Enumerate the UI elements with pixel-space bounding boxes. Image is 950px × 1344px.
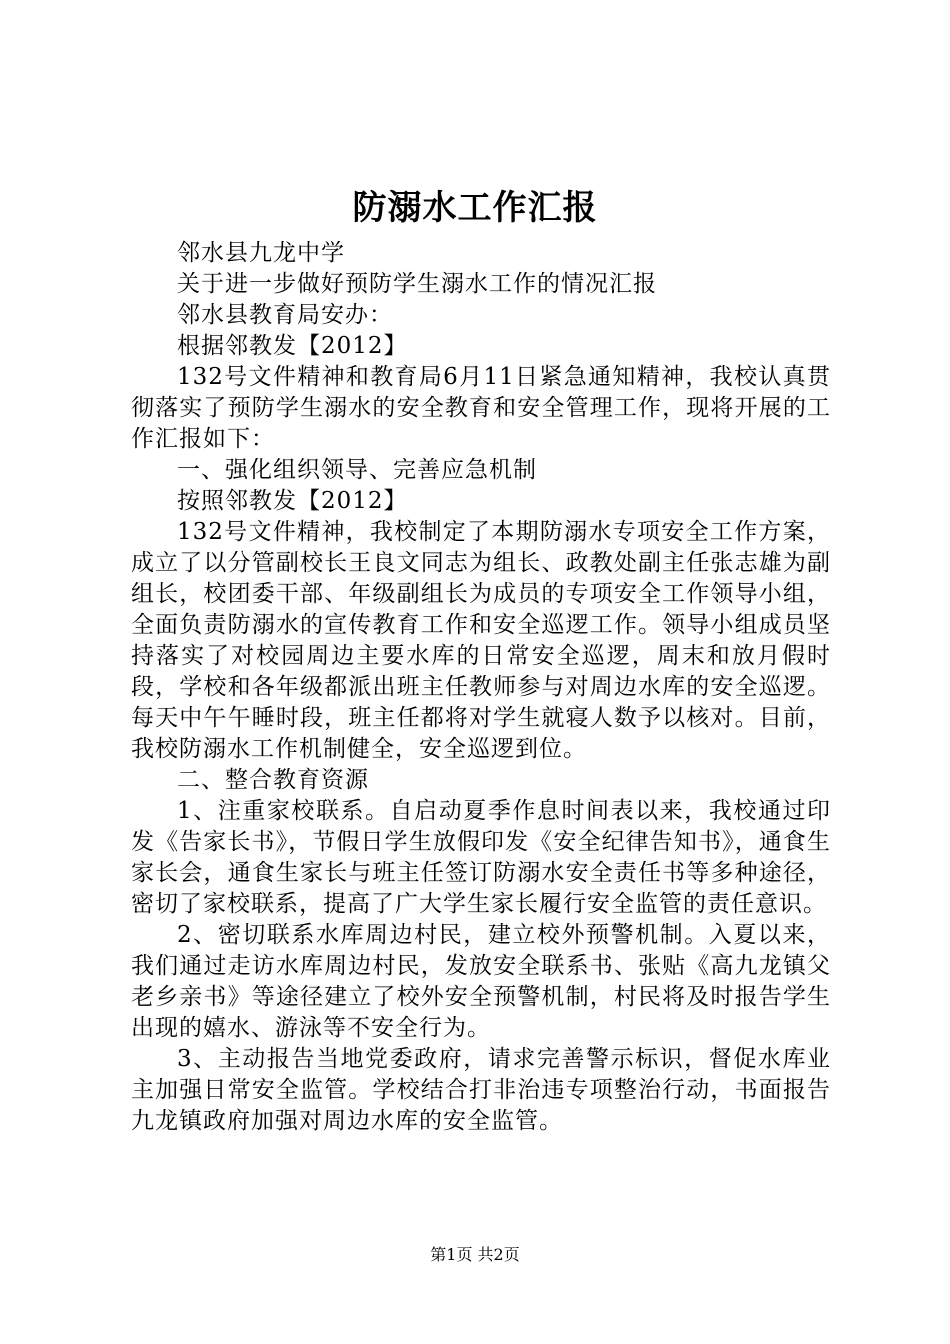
paragraph-section-1-reference: 按照邻教发【2012】 <box>177 488 408 514</box>
paragraph-recipient: 邻水县教育局安办： <box>177 302 393 328</box>
paragraph-report-subject: 关于进一步做好预防学生溺水工作的情况汇报 <box>177 271 657 297</box>
section-heading-2: 二、整合教育资源 <box>177 767 369 793</box>
paragraph-item-3: 3、主动报告当地党委政府，请求完善警示标识，督促水库业主加强日常安全监管。学校结合打非治违专项整治行动，书面报告九龙镇政府加强对周边水库的安全监管。 <box>131 1046 831 1134</box>
paragraph-item-2: 2、密切联系水库周边村民，建立校外预警机制。入夏以来，我们通过走访水库周边村民，发放安全联系书、张贴《高九龙镇父老乡亲书》等途径建立了校外安全预警机制，村民将及时报告学生出现的嬉水、游泳等不安全行为。 <box>131 922 831 1041</box>
document-title: 防溺水工作汇报 <box>352 188 598 228</box>
section-heading-1: 一、强化组织领导、完善应急机制 <box>177 457 537 483</box>
paragraph-intro: 132号文件精神和教育局6月11日紧急通知精神，我校认真贯彻落实了预防学生溺水的安全教育和安全管理工作，现将开展的工作汇报如下： <box>131 364 831 452</box>
document-body <box>131 238 831 1137</box>
paragraph-item-1: 1、注重家校联系。自启动夏季作息时间表以来，我校通过印发《告家长书》，节假日学生放假印发《安全纪律告知书》，通食生家长会，通食生家长与班主任签订防溺水安全责任书等多种途径，密切了家校联系，提高了广大学生家长履行安全监管的责任意识。 <box>131 798 831 917</box>
paragraph-section-1-body: 132号文件精神，我校制定了本期防溺水专项安全工作方案，成立了以分管副校长王良文同志为组长、政教处副主任张志雄为副组长，校团委干部、年级副组长为成员的专项安全工作领导小组，全面负责防溺水的宣传教育工作和安全巡逻工作。领导小组成员坚持落实了对校园周边主要水库的日常安全巡逻，周末和放月假时段，学校和各年级都派出班主任教师参与对周边水库的安全巡逻。每天中午午睡时段，班主任都将对学生就寝人数予以核对。目前，我校防溺水工作机制健全，安全巡逻到位。 <box>131 519 831 762</box>
paragraph-school-name: 邻水县九龙中学 <box>177 240 345 266</box>
page-number-footer: 第1页 共2页 <box>430 1245 520 1264</box>
paragraph-reference: 根据邻教发【2012】 <box>177 333 408 359</box>
